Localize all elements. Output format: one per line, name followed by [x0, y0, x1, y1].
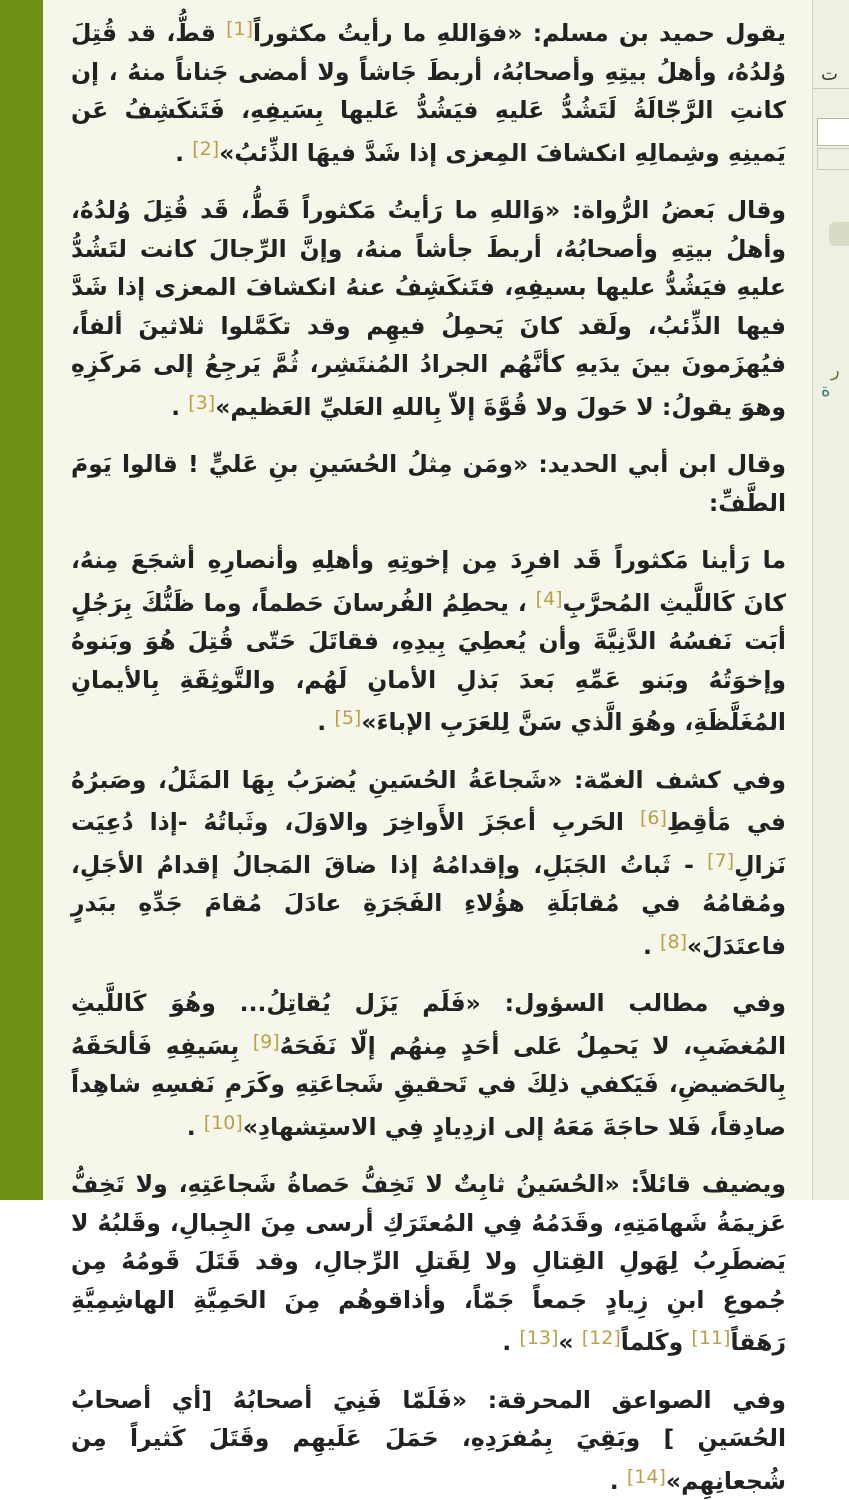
- sidebar-top-char: ت: [821, 64, 838, 85]
- footnote-ref[interactable]: [ $^9$ ]: [253, 1031, 280, 1053]
- paragraph-text: قطُّ، قد قُتِلَ وُلدُهُ، وأهلُ بيتِهِ وأصحابُهُ، أربطَ جَاشاً ولا أمضى جَناناً منهُ ، إن كانتِ الرَّجّالَةُ لَتَشُدُّ عَليهِ فيَشُدُّ عَليها بِسَيفِهِ، فَتَنكَشِفُ عَن يَمينِهِ وشِمالِهِ انكشافَ المِعزى إذا شَدَّ فيهَا الذِّئبُ»: [71, 19, 786, 167]
- paragraph-text: .: [171, 393, 188, 421]
- paragraph-text: وفي كشف الغمّة: «شَجاعَةُ الحُسَينِ يُضرَبُ بِهَا المَثَلُ، وصَبرُهُ في مَأقِطِ: [71, 766, 786, 837]
- paragraph-text: ويضيف قائلاً: «الحُسَينُ ثابِتٌ لا تَخِفُّ حَصاةُ شَجاعَتِهِ، ولا تَخِفُّ عَزيمَةُ شَهامَتِهِ، وقَدَمُهُ فِي المُعتَرَكِ أرسى مِنَ الجِبالِ، وقَلبُهُ لا يَضطَرِبُ لِهَولِ القِتالِ ولا لِقَتلِ الرِّجالِ، وقد قَتَلَ قَومُهُ مِن جُموعِ ابنِ زِيادٍ جَمعاً جَمّاً، وأذاقوهُم مِنَ الحَمِيَّةِ الهاشِمِيَّةِ رَهَقاً: [71, 1170, 786, 1356]
- sidebar-mid-char-1: ر: [831, 360, 840, 381]
- footnote-ref[interactable]: [ $^5$ ]: [334, 707, 361, 729]
- footnote-ref[interactable]: [ $^1$ ]: [226, 18, 253, 40]
- paragraph: [71, 191, 786, 426]
- paragraph-text: .: [610, 1467, 627, 1495]
- paragraph-text: .: [317, 708, 334, 736]
- paragraph-text: بِسَيفِهِ فَألحَقَهُ بِالحَضيضِ، فَيَكفي ذلِكَ في تَحقيقِ شَجاعَتِهِ وكَرَمِ نَفسِهِ شاهِداً صادِقاً، فَلا حاجَةَ مَعَهُ إلى ازدِيادٍ فِي الاستِشهادِ»: [71, 1032, 786, 1141]
- sidebar-divider: [813, 88, 849, 89]
- footnote-ref[interactable]: [ $^{13}$ ]: [519, 1327, 558, 1349]
- footnote-ref[interactable]: [ $^2$ ]: [192, 138, 219, 160]
- article-body: [43, 0, 812, 1200]
- paragraph-text: وفي مطالب السؤول: «فَلَم يَزَل يُقاتِلُ... وهُوَ كَاللَّيثِ المُغضَبِ، لا يَحمِلُ عَلى أحَدٍ مِنهُم إلّا نَفَحَهُ: [71, 989, 786, 1060]
- paragraph-text: »: [558, 1328, 581, 1356]
- paragraph-text: ما رَأينا مَكثوراً قَد افرِدَ مِن إخوتِهِ وأهلِهِ وأنصارِهِ أشجَعَ مِنهُ، كانَ كَاللَّيثِ المُحرَّبِ: [71, 546, 786, 617]
- footnote-ref[interactable]: [ $^{11}$ ]: [691, 1327, 730, 1349]
- right-sidebar: [812, 0, 849, 1200]
- paragraph-text: يقول حميد بن مسلم: «فوَاللهِ ما رأيتُ مكثوراً: [253, 19, 786, 47]
- paragraph: [71, 1165, 786, 1362]
- footnote-ref[interactable]: [ $^{10}$ ]: [204, 1112, 243, 1134]
- paragraph-list: [71, 10, 786, 1500]
- sidebar-mid-char-2: ة: [821, 380, 830, 401]
- paragraph-text: .: [175, 139, 192, 167]
- footnote-ref[interactable]: [ $^8$ ]: [660, 931, 687, 953]
- footnote-ref[interactable]: [ $^{12}$ ]: [582, 1327, 621, 1349]
- footnote-ref[interactable]: [ $^6$ ]: [640, 807, 667, 829]
- paragraph: [71, 541, 786, 742]
- paragraph: [71, 984, 786, 1146]
- sidebar-search-box[interactable]: [817, 118, 849, 146]
- paragraph: [71, 10, 786, 172]
- paragraph: [71, 445, 786, 522]
- footnote-ref[interactable]: [ $^{14}$ ]: [627, 1466, 666, 1488]
- paragraph-text: وكَلماً: [621, 1328, 692, 1356]
- paragraph-text: وقال ابن أبي الحديد: «ومَن مِثلُ الحُسَينِ بنِ عَليٍّ ! قالوا يَومَ الطَّفِّ:: [71, 450, 786, 517]
- left-green-border: [0, 0, 43, 1200]
- sidebar-search-button[interactable]: [817, 148, 849, 170]
- paragraph-text: ، يحطِمُ الفُرسانَ حَطماً، وما ظَنُّكَ بِرَجُلٍ أبَت نَفسُهُ الدَّنِيَّةَ وأن يُعطِيَ بِيدِهِ، فقاتَلَ حَتّى قُتِلَ هُوَ وبَنوهُ وإخوَتُهُ وبَنو عَمِّهِ بَعدَ بَذلِ الأمانِ لَهُم، والتَّوثِقَةِ بِالأيمانِ المُغَلَّظَةِ، وهُوَ الَّذي سَنَّ لِلعَرَبِ الإباءَ»: [71, 589, 786, 737]
- paragraph: [71, 761, 786, 966]
- paragraph-text: - ثَباتُ الجَبَلِ، وإقدامُهُ إذا ضاقَ المَجالُ إقدامُ الأجَلِ، ومُقامُهُ في مُقابَلَةِ هؤُلاءِ الفَجَرَةِ عادَلَ مُقامَ جَدِّهِ ببَدرٍ فاعتَدَلَ»: [71, 851, 786, 960]
- paragraph-text: وقال بَعضُ الرُّواة: «وَاللهِ ما رَأيتُ مَكثوراً قَطُّ، قَد قُتِلَ وُلدُهُ، وأهلُ بيتِهِ وأصحابُهُ، أربطَ جأشاً منهُ، وإنَّ الرِّجالَ كانت لتَشُدُّ عليهِ فيَشُدُّ عليها بسيفِهِ، فتَنكَشِفُ عنهُ انكشافَ المعزى إذا شَدَّ فيها الذِّئبُ، ولَقد كانَ يَحمِلُ فيهِم وقد تكَمَّلوا ثلاثينَ ألفاً، فيُهزَمونَ بينَ يدَيهِ كأنَّهُم الجرادُ المُنتَشِر، ثُمَّ يَرجِعُ إلى مَركَزِهِ وهوَ يقولُ: لا حَولَ ولا قُوَّةَ إلاّ بِاللهِ العَليِّ العَظيم»: [71, 196, 786, 421]
- paragraph-text: وفي الصواعق المحرقة: «فَلَمّا فَنِيَ أصحابُهُ [أي أصحابُ الحُسَينِ ] وبَقِيَ بِمُفرَدِهِ، حَمَلَ عَلَيهِم وقَتَلَ كَثيراً مِن شُجعانِهِم»: [71, 1386, 786, 1495]
- footnote-ref[interactable]: [ $^7$ ]: [707, 850, 734, 872]
- paragraph: [71, 1381, 786, 1500]
- paragraph-text: الحَربِ أعجَزَ الأَواخِرَ والاوَلَ، وثَباتُهُ -إذا دُعِيَت نَزالِ: [71, 808, 786, 879]
- paragraph-text: .: [643, 932, 660, 960]
- footnote-ref[interactable]: [ $^3$ ]: [188, 392, 215, 414]
- footnote-ref[interactable]: [ $^4$ ]: [536, 588, 563, 610]
- sidebar-tab[interactable]: [829, 222, 849, 246]
- paragraph-text: .: [187, 1113, 204, 1141]
- paragraph-text: .: [502, 1328, 519, 1356]
